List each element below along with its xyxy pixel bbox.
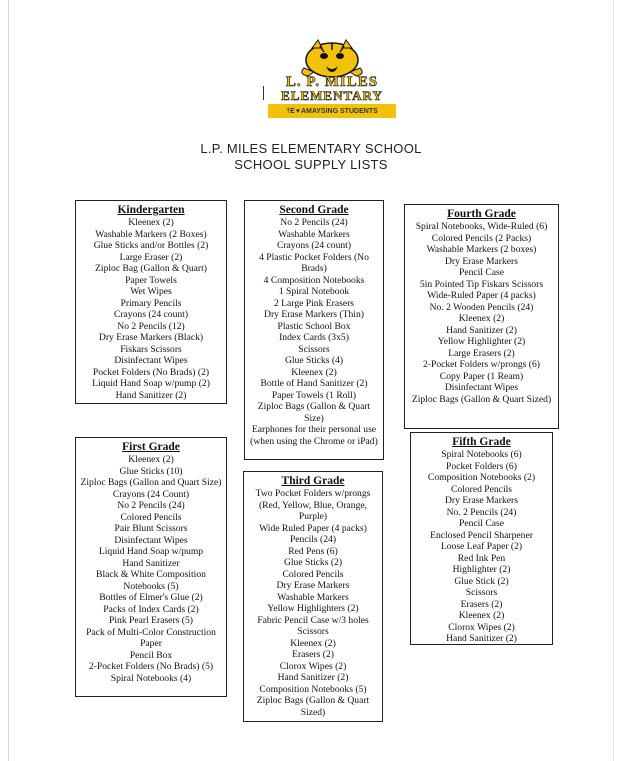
supply-item: 4 Plastic Pocket Folders (No Brads) [259,251,369,274]
supply-item: Dry Erase Markers [445,255,518,267]
supply-item: Loose Leaf Paper (2) [440,541,523,552]
supply-item: No 2 Pencils (24) [280,217,348,228]
supply-item: Kleenex (2) [458,313,505,324]
supply-item: Pair Blunt Scissors [114,523,188,534]
supply-item: Kleenex (2) [290,637,336,649]
supply-item: Spiral Notebooks (6) [441,449,522,460]
supply-item: Glue Sticks and/or Bottles (2) [93,240,209,251]
supply-item: Glue Stick (2) [454,575,509,587]
supply-item: Paper Towels (1 Roll) [271,389,357,401]
supply-item: Black & White Composition Notebooks (5) [96,569,206,592]
supply-item: Colored Pencils [450,483,513,495]
supply-item: Glue Sticks (2) [283,557,343,568]
fifth-grade-list [410,432,553,645]
supply-item: Index Cards (3x5) [279,332,349,343]
supply-item: Spiral Notebooks, Wide-Ruled (6) [415,221,548,232]
supply-item: Liquid Hand Soap w/pump (2) [92,378,210,389]
supply-item: Hand Sanitizer [122,557,180,569]
supply-item: Hand Sanitizer (2) [115,389,187,401]
supply-item: Pink Pearl Erasers (5) [109,615,193,626]
fourth-grade-heading: Fourth Grade [447,208,516,220]
supply-item: Red Pens (6) [288,545,338,557]
supply-item: 4 Composition Notebooks [263,274,365,286]
supply-item: Washable Markers (2 Boxes) [95,228,207,240]
supply-item: Pocket Folders (6) [446,460,517,472]
supply-lists-heading: SCHOOL SUPPLY LISTS [234,157,388,172]
supply-item: Red Ink Pen [457,552,506,564]
page-right-border [613,0,614,761]
kindergarten-items [76,217,226,401]
supply-item: Earphones for their personal use (when using the Chrome or iPad) [250,424,378,447]
supply-item: Wet Wipes [130,286,172,297]
supply-item: Pocket Folders (No Brads) (2) [92,366,210,378]
supply-item: Washable Markers [278,228,350,240]
supply-item: Pencil Case [458,518,505,529]
supply-item: Paper Towels [125,274,177,286]
supply-item: Dry Erase Markers (Thin) [264,309,364,320]
third-grade-list [243,471,383,722]
supply-item: Kleenex (2) [128,217,174,228]
supply-item: Crayons (24 count) [276,240,352,251]
third-grade-heading: Third Grade [281,475,345,487]
kindergarten-heading: Kindergarten [117,204,185,216]
supply-item: Hand Sanitizer (2) [446,633,517,644]
supply-item: Fiskars Scissors [120,343,182,355]
logo-tagline-mid: AMAYSING [300,107,339,115]
supply-item: Dry Erase Markers [445,495,518,506]
supply-item: Crayons (24 count) [113,309,189,320]
supply-item: Plastic School Box [277,320,351,332]
supply-item: Dry Erase Markers (Black) [98,332,204,343]
supply-item: Colored Pencils [120,511,182,523]
supply-item: Glue Sticks (4) [284,355,344,366]
supply-item: Liquid Hand Soap w/pump [98,546,204,557]
supply-item: Composition Notebooks (2) [427,472,536,483]
supply-item: Fabric Pencil Case w/3 holes [257,614,369,626]
supply-item: Ziploc Bags (Gallon and Quart Size) [80,477,222,488]
supply-item: Yellow Highlighters (2) [267,603,359,614]
logo-school-type: ELEMENTARY [281,88,383,103]
supply-item: Bottles of Elmer's Glue (2) [99,592,203,603]
third-grade-items [244,488,382,718]
supply-item: Pencil Case [458,267,505,278]
first-grade-list [75,437,227,697]
supply-item: Glue Sticks (10) [119,465,183,477]
school-name-heading: L.P. MILES ELEMENTARY SCHOOL [200,141,422,156]
supply-item: Two Pocket Folders w/prongs (Red, Yellow, Blue, Orange, Purple) [255,488,371,522]
supply-item: Copy Paper (1 Ream) [439,370,524,382]
supply-item: Hand Sanitizer (2) [446,324,517,336]
fourth-grade-list [404,204,559,429]
supply-item: Large Erasers (2) [448,347,515,359]
second-grade-items [245,217,383,447]
supply-item: Disinfectant Wipes [114,355,188,366]
second-grade-list [244,200,384,460]
supply-item: Bottle of Hand Sanitizer (2) [260,378,368,389]
supply-item: Large Eraser (2) [119,251,183,263]
supply-item: Dry Erase Markers [276,580,350,591]
supply-item: Wide Ruled Paper (4 packs) [259,522,367,534]
supply-item: Wide-Ruled Paper (4 packs) [427,290,536,301]
fourth-grade-items [405,221,558,405]
supply-item: Scissors [465,587,498,598]
page-left-border [8,0,9,761]
kindergarten-list [75,200,227,404]
first-grade-heading: First Grade [122,441,180,453]
supply-item: 2-Pocket Folders w/prongs (6) [423,359,540,370]
supply-item: Yellow Highlighter (2) [437,336,526,347]
supply-item: Kleenex (2) [291,366,337,378]
supply-item: Colored Pencils (2 Packs) [431,232,532,244]
supply-item: Composition Notebooks (5) [259,683,367,695]
supply-item: 2-Pocket Folders (No Brads) (5) [88,661,214,672]
tiger-mascot-icon [268,38,396,78]
supply-item: Ziploc Bag (Gallon & Quart) [95,263,207,274]
supply-item: Crayons (24 Count) [112,488,190,500]
fifth-grade-heading: Fifth Grade [452,436,511,448]
supply-item: Spiral Notebooks (4) [110,672,192,684]
school-logo [268,38,396,120]
supply-item: Clorox Wipes (2) [448,621,515,633]
supply-item: Pencils (24) [289,534,337,545]
logo-tagline-right: STUDENTS [340,107,378,115]
supply-item: Washable Markers (2 boxes) [426,244,537,255]
supply-item: 5in Pointed Tip Fiskars Scissors [419,278,544,290]
supply-item: Disinfectant Wipes [114,534,188,546]
supply-item: No. 2 Wooden Pencils (24) [429,301,534,313]
second-grade-heading: Second Grade [279,204,349,216]
supply-item: Pencil Box [129,649,173,661]
supply-item: No 2 Pencils (24) [117,500,185,511]
supply-item: No. 2 Pencils (24) [446,506,517,518]
logo-tagline-left: †E [286,107,295,115]
supply-item: Packs of Index Cards (2) [103,603,199,615]
supply-item: Pack of Multi-Color Construction Paper [86,626,216,649]
fifth-grade-items [411,449,552,645]
supply-item: Erasers (2) [460,598,503,610]
supply-item: 2 Large Pink Erasers [273,297,354,309]
supply-item: Washable Markers [277,591,349,603]
supply-item: Colored Pencils [282,568,344,580]
supply-item: Clorox Wipes (2) [279,660,347,672]
supply-item: Ziploc Bags (Gallon & Quart Sized) [411,393,552,405]
text-cursor [263,86,264,100]
supply-item: Primary Pencils [120,297,182,309]
supply-item: Disinfectant Wipes [444,382,519,393]
supply-item: Kleenex (2) [458,610,505,621]
supply-item: Highlighter (2) [452,564,511,575]
supply-item: Hand Sanitizer (2) [277,672,349,683]
logo-school-initials: L. P. MILES [285,74,379,90]
heart-icon: ♥ [295,107,300,115]
supply-item: Scissors [298,343,330,355]
supply-item: Ziploc Bags (Gallon & Quart Sized) [256,695,370,718]
first-grade-items [76,454,226,684]
logo-tagline [268,104,396,118]
supply-item: Enclosed Pencil Sharpener [430,529,533,541]
supply-item: Kleenex (2) [128,454,174,465]
supply-item: 1 Spiral Notebook [278,286,350,297]
supply-item: No 2 Pencils (12) [117,320,185,332]
supply-item: Erasers (2) [292,649,334,660]
supply-item: Ziploc Bags (Gallon & Quart Size) [257,401,371,424]
supply-item: Scissors [297,626,329,637]
